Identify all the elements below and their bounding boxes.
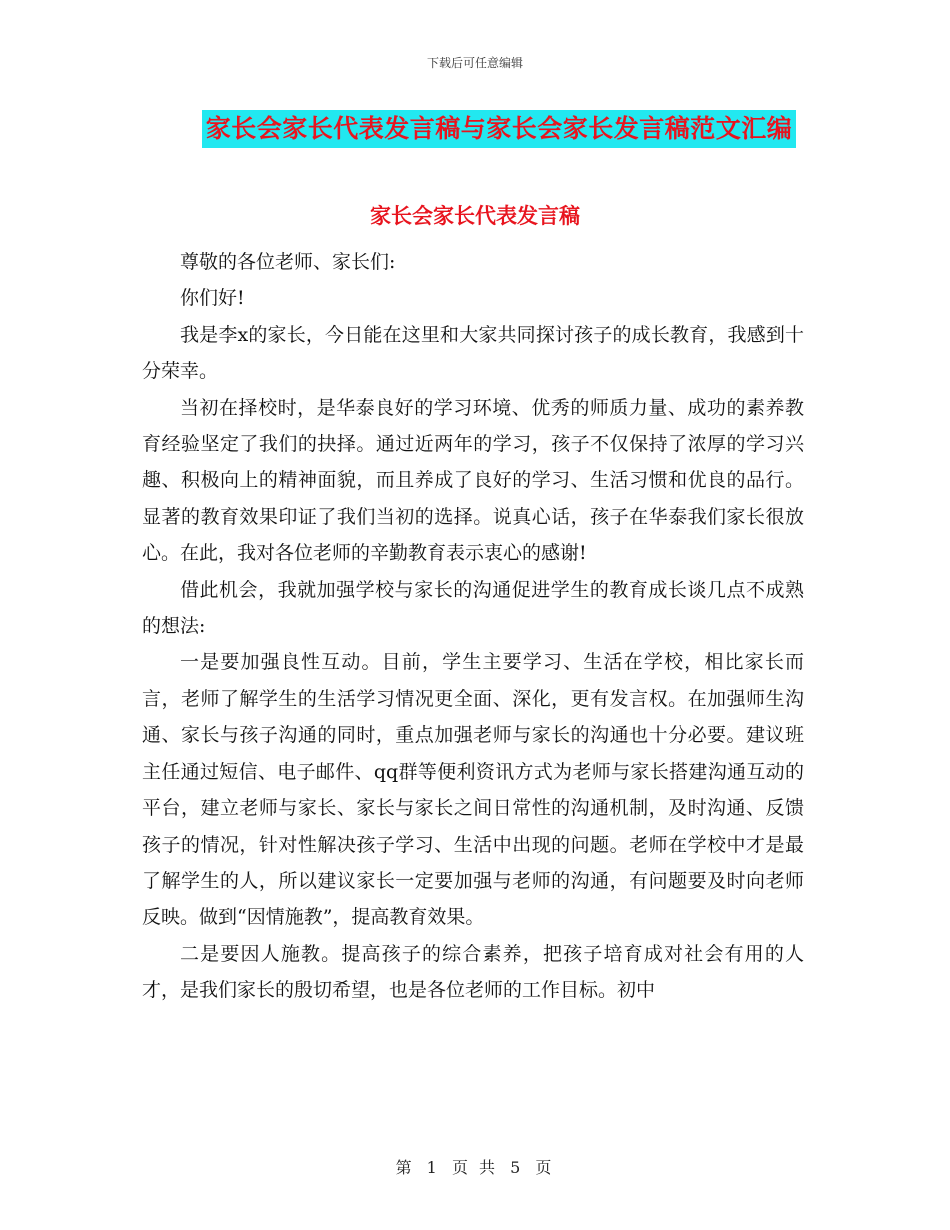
- paragraph-intro: 我是李x的家长，今日能在这里和大家共同探讨孩子的成长教育，我感到十分荣幸。: [142, 323, 804, 383]
- main-title: 家长会家长代表发言稿与家长会家长发言稿范文汇编: [202, 110, 797, 148]
- document-body: [142, 244, 804, 1009]
- footer-middle: 页 共: [451, 1158, 499, 1177]
- footer-prefix: 第: [395, 1158, 415, 1177]
- footer-current-page: 1: [426, 1158, 440, 1177]
- paragraph-point-two: 二是要因人施教。提高孩子的综合素养，把孩子培育成对社会有用的人才，是我们家长的殷切希望，也是各位老师的工作目标。初中: [142, 942, 804, 1002]
- footer-total-pages: 5: [510, 1158, 524, 1177]
- footer-suffix: 页: [535, 1158, 555, 1177]
- header-note: 下载后可任意编辑: [426, 56, 523, 70]
- main-title-container: [0, 110, 950, 148]
- section-title: 家长会家长代表发言稿: [370, 203, 580, 228]
- paragraph-suggestions-intro: 借此机会，我就加强学校与家长的沟通促进学生的教育成长谈几点不成熟的想法:: [142, 578, 804, 638]
- paragraph-school-choice: 当初在择校时，是华泰良好的学习环境、优秀的师质力量、成功的素养教育经验坚定了我们的抉择。通过近两年的学习，孩子不仅保持了浓厚的学习兴趣、积极向上的精神面貌，而且养成了良好的学习、生活习惯和优良的品行。显著的教育效果印证了我们当初的选择。说真心话，孩子在华泰我们家长很放心。在此，我对各位老师的辛勤教育表示衷心的感谢!: [142, 396, 804, 565]
- paragraph-point-one: 一是要加强良性互动。目前，学生主要学习、生活在学校，相比家长而言，老师了解学生的生活学习情况更全面、深化，更有发言权。在加强师生沟通、家长与孩子沟通的同时，重点加强老师与家长的沟通也十分必要。建议班主任通过短信、电子邮件、qq群等便利资讯方式为老师与家长搭建沟通互动的平台，建立老师与家长、家长与家长之间日常性的沟通机制，及时沟通、反馈孩子的情况，针对性解决孩子学习、生活中出现的问题。老师在学校中才是最了解学生的人，所以建议家长一定要加强与老师的沟通，有问题要及时向老师反映。做到“因情施教”，提高教育效果。: [142, 651, 804, 929]
- paragraph-salutation: 尊敬的各位老师、家长们:: [180, 251, 396, 273]
- paragraph-greeting: 你们好!: [180, 287, 245, 310]
- page-footer: [0, 1155, 950, 1178]
